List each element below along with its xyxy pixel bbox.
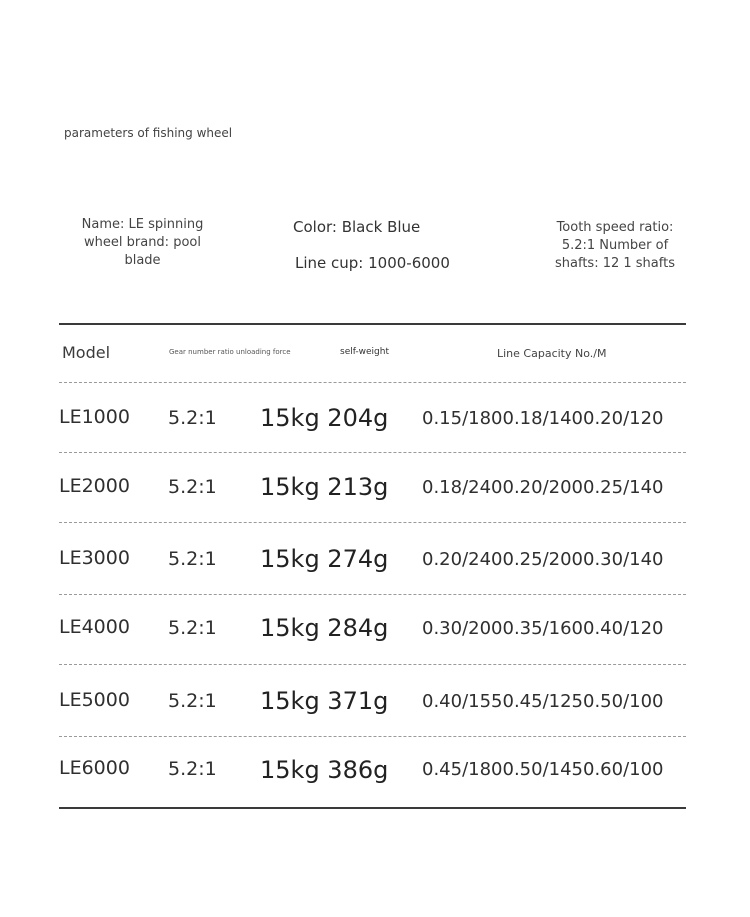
table-row-capacity: 0.20/2400.25/2000.30/140 [422, 549, 664, 570]
row-divider [59, 382, 686, 383]
page-title: parameters of fishing wheel [64, 126, 233, 140]
table-row-force-weight: 15kg 386g [260, 756, 389, 784]
table-row-force-weight: 15kg 213g [260, 473, 389, 501]
table-row-force-weight: 15kg 204g [260, 404, 389, 432]
color-info: Color: Black Blue [293, 218, 421, 236]
row-divider [59, 452, 686, 453]
line-cup-info: Line cup: 1000-6000 [295, 254, 450, 272]
header-gear-ratio: Gear number ratio unloading force [169, 348, 291, 356]
table-row-capacity: 0.30/2000.35/1600.40/120 [422, 618, 664, 639]
table-top-rule [59, 323, 686, 325]
product-name-info: Name: LE spinning wheel brand: pool blade [81, 217, 204, 268]
table-row-capacity: 0.45/1800.50/1450.60/100 [422, 759, 664, 780]
table-row-model: LE3000 [59, 547, 130, 569]
row-divider [59, 664, 686, 665]
table-row-capacity: 0.15/1800.18/1400.20/120 [422, 408, 664, 429]
table-row-ratio: 5.2:1 [168, 617, 217, 639]
table-row-ratio: 5.2:1 [168, 407, 217, 429]
table-row-ratio: 5.2:1 [168, 690, 217, 712]
table-row-model: LE2000 [59, 475, 130, 497]
table-row-ratio: 5.2:1 [168, 548, 217, 570]
table-row-capacity: 0.40/1550.45/1250.50/100 [422, 691, 664, 712]
table-row-model: LE4000 [59, 616, 130, 638]
table-row-model: LE1000 [59, 406, 130, 428]
table-row-force-weight: 15kg 274g [260, 545, 389, 573]
header-model: Model [62, 343, 111, 362]
header-self-weight: self-weight [340, 347, 389, 357]
tooth-ratio-info: Tooth speed ratio: 5.2:1 Number of shafts: 12 1 shafts [555, 220, 675, 271]
table-row-force-weight: 15kg 371g [260, 687, 389, 715]
table-row-model: LE5000 [59, 689, 130, 711]
table-row-ratio: 5.2:1 [168, 476, 217, 498]
table-row-ratio: 5.2:1 [168, 758, 217, 780]
row-divider [59, 736, 686, 737]
row-divider [59, 522, 686, 523]
table-row-force-weight: 15kg 284g [260, 614, 389, 642]
table-row-capacity: 0.18/2400.20/2000.25/140 [422, 477, 664, 498]
header-line-capacity: Line Capacity No./M [497, 347, 607, 360]
row-divider [59, 594, 686, 595]
table-row-model: LE6000 [59, 757, 130, 779]
table-bottom-rule [59, 807, 686, 809]
